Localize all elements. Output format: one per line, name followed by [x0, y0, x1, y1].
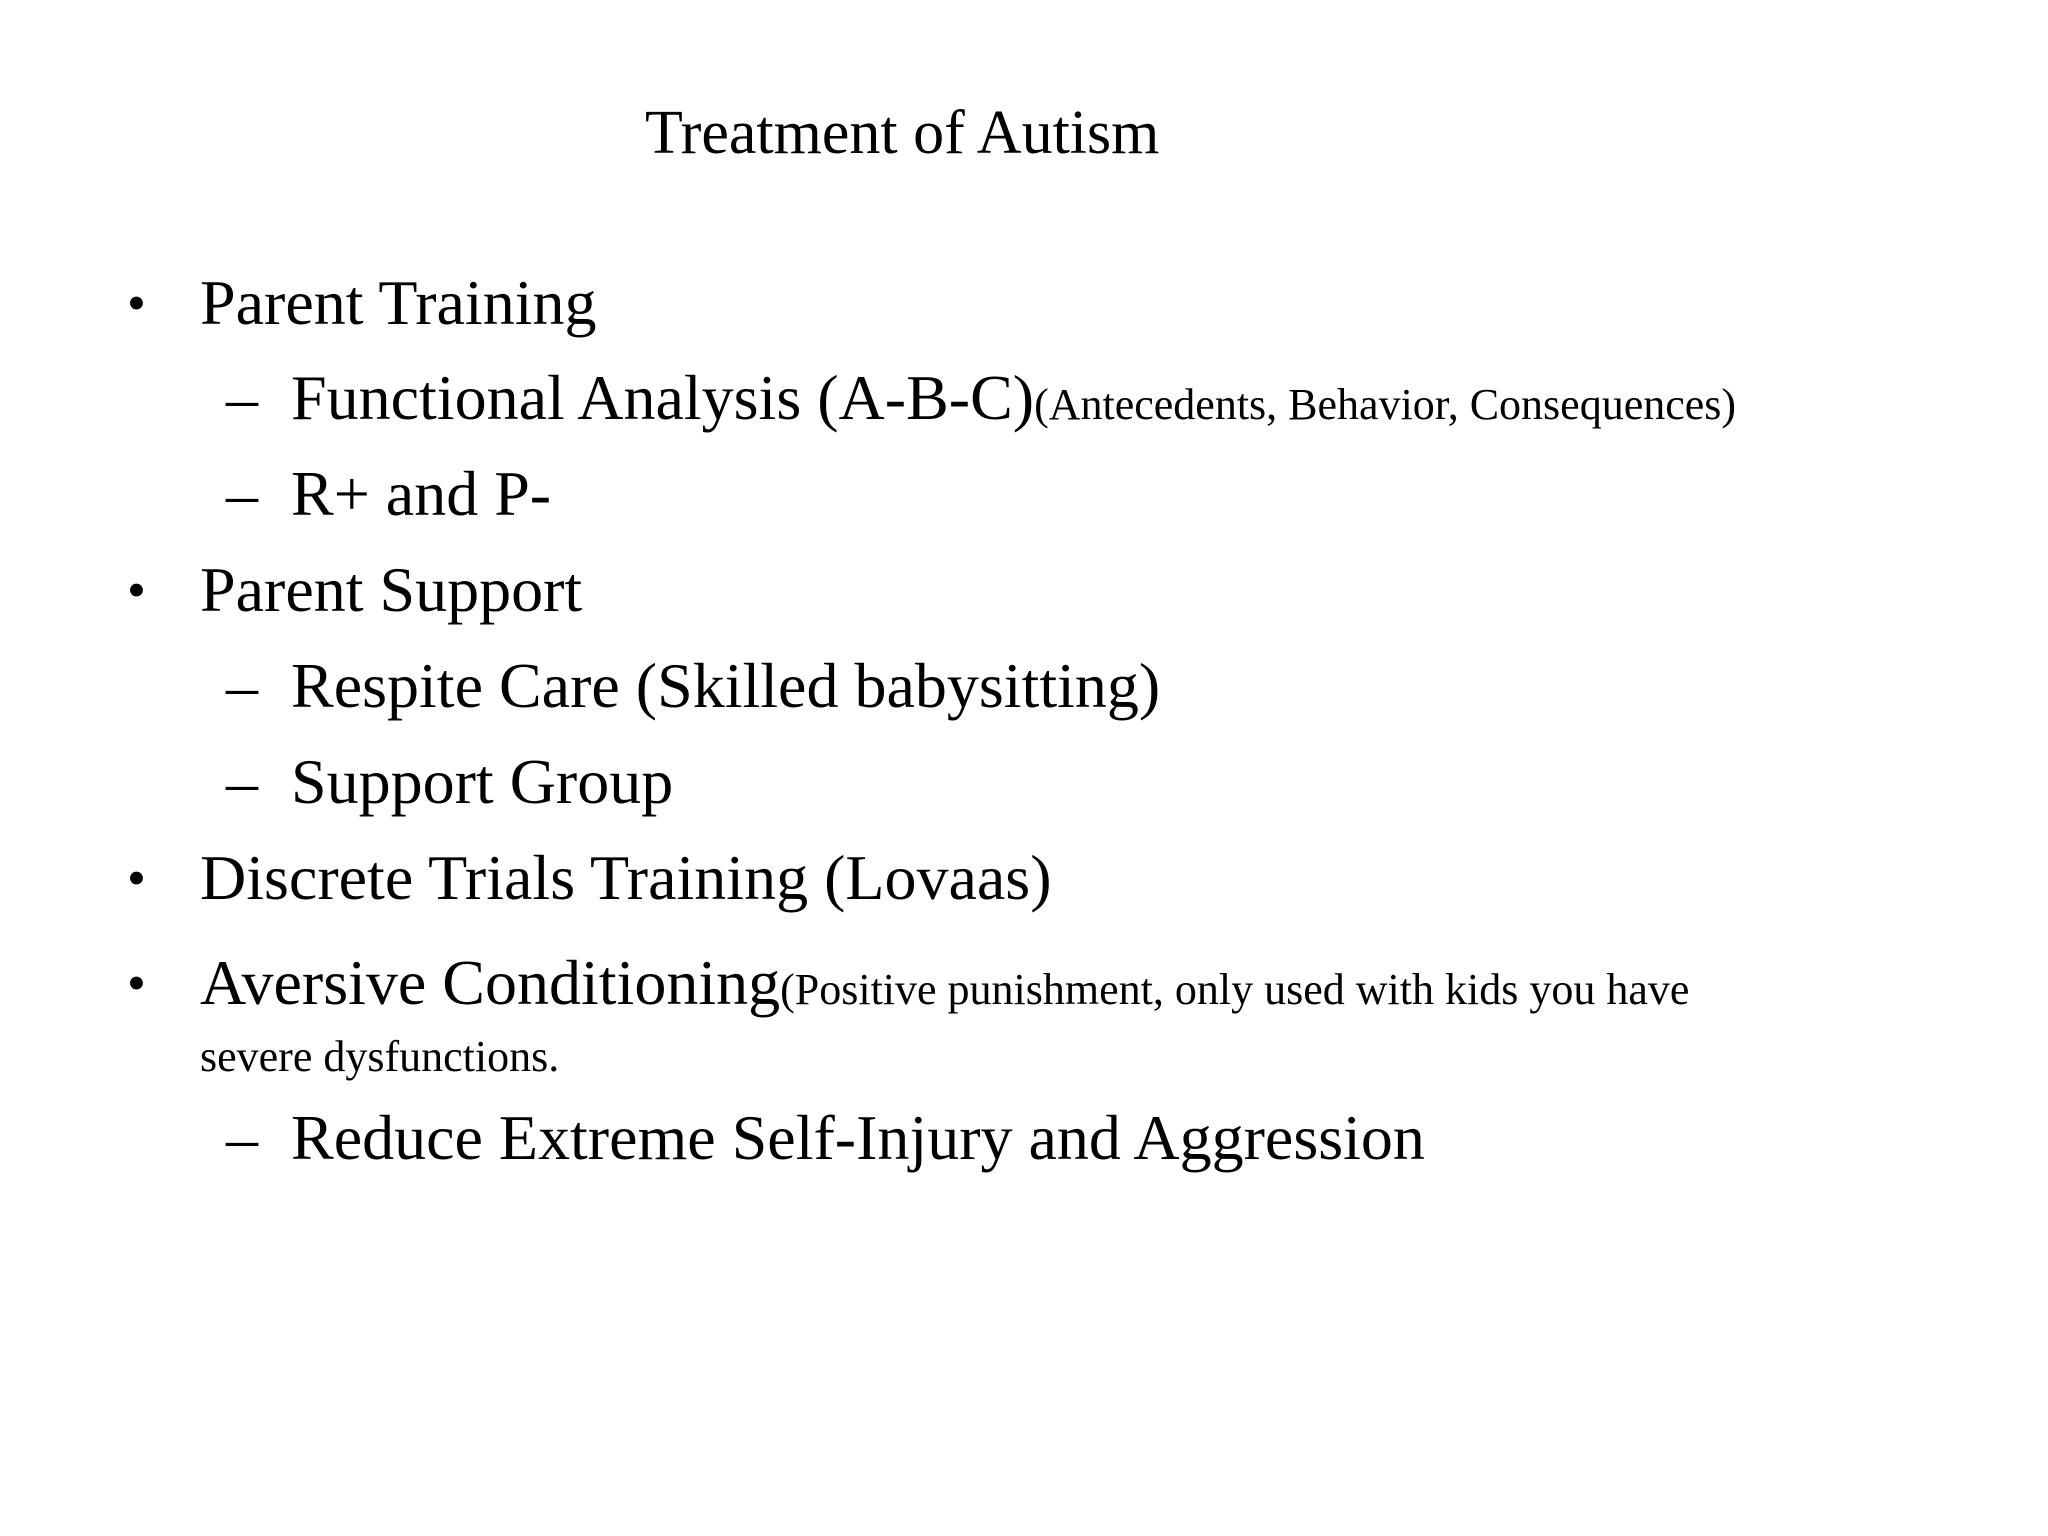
- bullet-text: Aversive Conditioning: [200, 947, 781, 1018]
- sub-bullet-text: Functional Analysis (A-B-C): [291, 362, 1035, 433]
- sub-bullet-text: Respite Care (Skilled babysitting): [291, 650, 1161, 721]
- bullet-note-continuation: severe dysfunctions.: [200, 1032, 560, 1081]
- dash-marker: –: [226, 650, 258, 721]
- bullet-item: [127, 945, 1690, 1028]
- bullet-marker: •: [127, 273, 146, 333]
- dash-marker: –: [226, 1102, 258, 1173]
- dash-marker: –: [226, 458, 258, 529]
- bullet-text: Parent Support: [200, 554, 583, 625]
- sub-bullet-note: (Antecedents, Behavior, Consequences): [1034, 380, 1737, 429]
- bullet-item: [127, 265, 597, 341]
- sub-bullet-item: [226, 360, 1737, 443]
- bullet-text: Discrete Trials Training (Lovaas): [200, 842, 1052, 913]
- bullet-text: Parent Training: [200, 267, 597, 338]
- dash-marker: –: [226, 746, 258, 817]
- bullet-item: [127, 552, 583, 628]
- sub-bullet-item: [226, 648, 1161, 724]
- bullet-marker: •: [127, 953, 146, 1013]
- sub-bullet-text: Support Group: [291, 746, 674, 817]
- sub-bullet-item: [226, 1100, 1425, 1176]
- bullet-marker: •: [127, 560, 146, 620]
- slide-title: Treatment of Autism: [645, 99, 1160, 167]
- bullet-item: [127, 840, 1052, 916]
- sub-bullet-text: Reduce Extreme Self-Injury and Aggression: [291, 1102, 1425, 1173]
- bullet-note: (Positive punishment, only used with kids you have: [780, 965, 1690, 1014]
- bullet-marker: •: [127, 848, 146, 908]
- dash-marker: –: [226, 362, 258, 433]
- sub-bullet-text: R+ and P-: [291, 458, 552, 529]
- sub-bullet-item: [226, 456, 552, 532]
- sub-bullet-item: [226, 744, 674, 820]
